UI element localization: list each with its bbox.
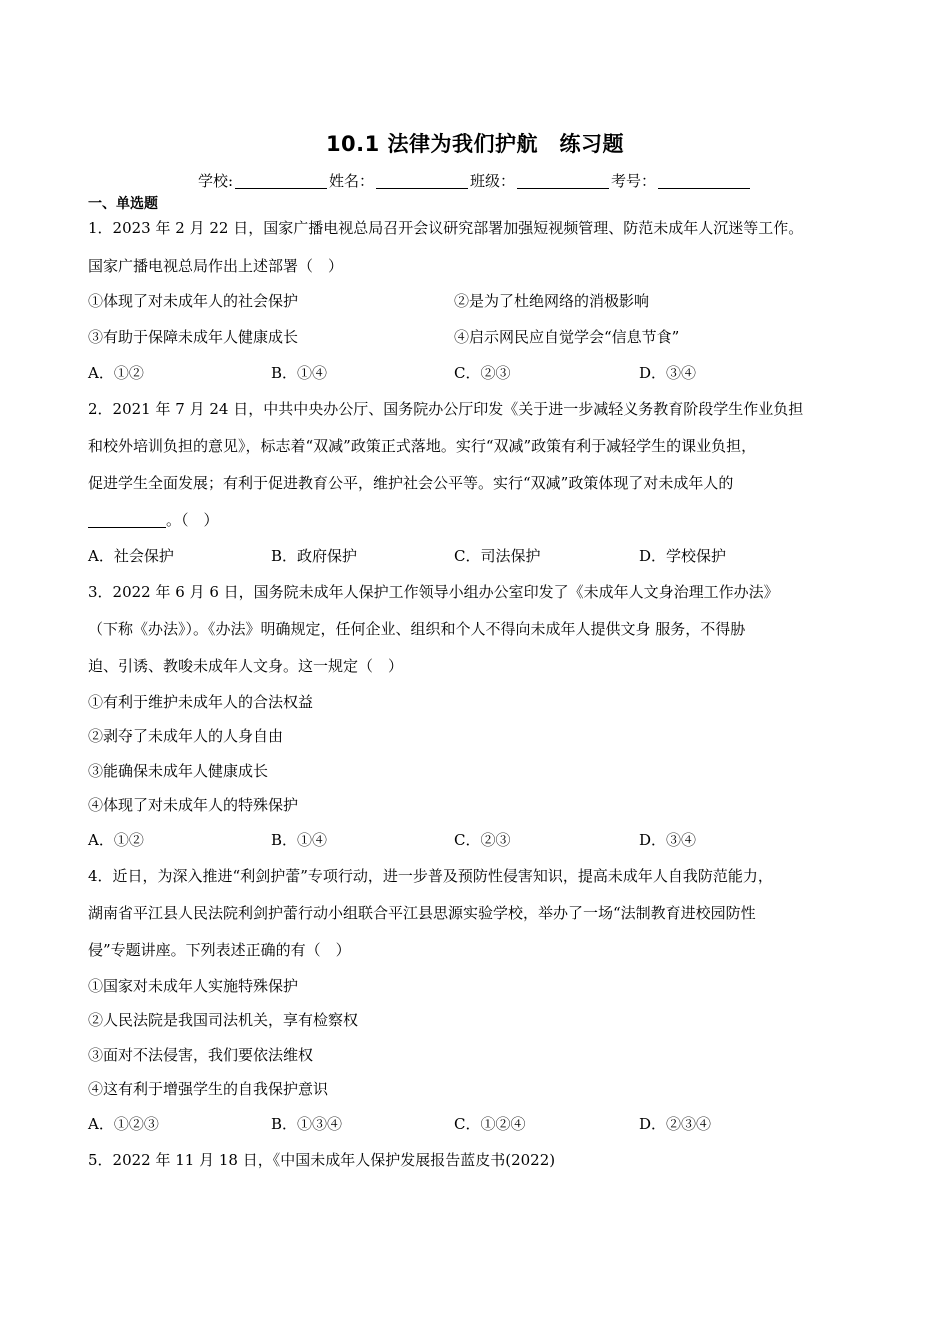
q1-choice-c[interactable]: C．②③ [454,364,511,382]
q2-choice-a[interactable]: A．社会保护 [88,547,174,565]
q4-statement-4: ④这有利于增强学生的自我保护意识 [88,1080,329,1098]
q1-statement-3: ③有助于保障未成年人健康成长 [88,328,299,346]
q4-stem-line-3: 侵”专题讲座。下列表述正确的有（ ） [88,941,351,959]
q1-choice-d[interactable]: D．③④ [639,364,697,382]
q3-stem-line-3: 迫、引诱、教唆未成年人文身。这一规定（ ） [88,657,404,675]
q3-stem-line-2: （下称《办法》）。《办法》明确规定，任何企业、组织和个人不得向未成年人提供文身 服务，不得胁 [88,620,746,638]
q4-stem-line-2: 湖南省平江县人民法院利剑护蕾行动小组联合平江县思源实验学校，举办了一场“法制教育进校园防性 [88,904,756,922]
q2-stem-line-4 [88,510,878,530]
q3-statement-2: ②剥夺了未成年人的人身自由 [88,727,284,745]
q4-choice-a[interactable]: A．①②③ [88,1115,159,1133]
q2-choice-b[interactable]: B．政府保护 [271,547,358,565]
q3-statement-4: ④体现了对未成年人的特殊保护 [88,796,299,814]
section-heading: 一、单选题 [88,196,158,212]
q5-stem-line-1: 5．2022 年 11 月 18 日，《中国未成年人保护发展报告蓝皮书(2022) [88,1151,556,1169]
q3-choice-d[interactable]: D．③④ [639,831,697,849]
q4-statement-2: ②人民法院是我国司法机关，享有检察权 [88,1011,359,1029]
q2-stem-line-3: 促进学生全面发展；有利于促进教育公平，维护社会公平等。实行“双减”政策体现了对未成年人的 [88,474,734,492]
q1-stem-line-2: 国家广播电视总局作出上述部署（ ） [88,257,344,275]
q4-statement-3: ③面对不法侵害，我们要依法维权 [88,1046,314,1064]
q3-statement-3: ③能确保未成年人健康成长 [88,762,269,780]
q4-statement-1: ①国家对未成年人实施特殊保护 [88,977,299,995]
q1-choice-a[interactable]: A．①② [88,364,144,382]
q1-statement-2: ②是为了杜绝网络的消极影响 [454,292,650,310]
student-info-line [0,170,950,191]
q4-choice-b[interactable]: B．①③④ [271,1115,343,1133]
q3-choice-b[interactable]: B．①④ [271,831,328,849]
q1-statement-1: ①体现了对未成年人的社会保护 [88,292,299,310]
name-label: 姓名： [329,172,375,190]
school-blank[interactable] [235,173,327,189]
q2-choice-c[interactable]: C．司法保护 [454,547,541,565]
q2-stem-line-4-text: 。（ ） [166,511,219,529]
q2-fill-blank[interactable] [88,513,166,528]
document-title: 10.1 法律为我们护航 练习题 [325,132,625,156]
q4-stem-line-1: 4．近日，为深入推进“利剑护蕾”专项行动，进一步普及预防性侵害知识，提高未成年人自我防范能力， [88,867,773,885]
q4-choice-c[interactable]: C．①②④ [454,1115,526,1133]
q1-stem-line-1: 1．2023 年 2 月 22 日，国家广播电视总局召开会议研究部署加强短视频管理、防范未成年人沉迷等工作。 [88,219,804,237]
q1-choice-b[interactable]: B．①④ [271,364,328,382]
q4-choice-d[interactable]: D．②③④ [639,1115,712,1133]
id-label: 考号： [611,172,657,190]
class-blank[interactable] [517,173,609,189]
q2-stem-line-1: 2．2021 年 7 月 24 日，中共中央办公厅、国务院办公厅印发《关于进一步减轻义务教育阶段学生作业负担 [88,400,804,418]
q1-statement-4: ④启示网民应自觉学会“信息节食” [454,328,680,346]
q3-statement-1: ①有利于维护未成年人的合法权益 [88,693,314,711]
q3-choice-c[interactable]: C．②③ [454,831,511,849]
q2-choice-d[interactable]: D．学校保护 [639,547,727,565]
id-blank[interactable] [658,173,750,189]
class-label: 班级： [470,172,516,190]
name-blank[interactable] [376,173,468,189]
school-label: 学校: [197,172,233,190]
q2-stem-line-2: 和校外培训负担的意见》，标志着“双减”政策正式落地。实行“双减”政策有利于减轻学生的课业负担， [88,437,757,455]
q3-choice-a[interactable]: A．①② [88,831,144,849]
q3-stem-line-1: 3．2022 年 6 月 6 日，国务院未成年人保护工作领导小组办公室印发了《未成年人文身治理工作办法》 [88,583,779,601]
